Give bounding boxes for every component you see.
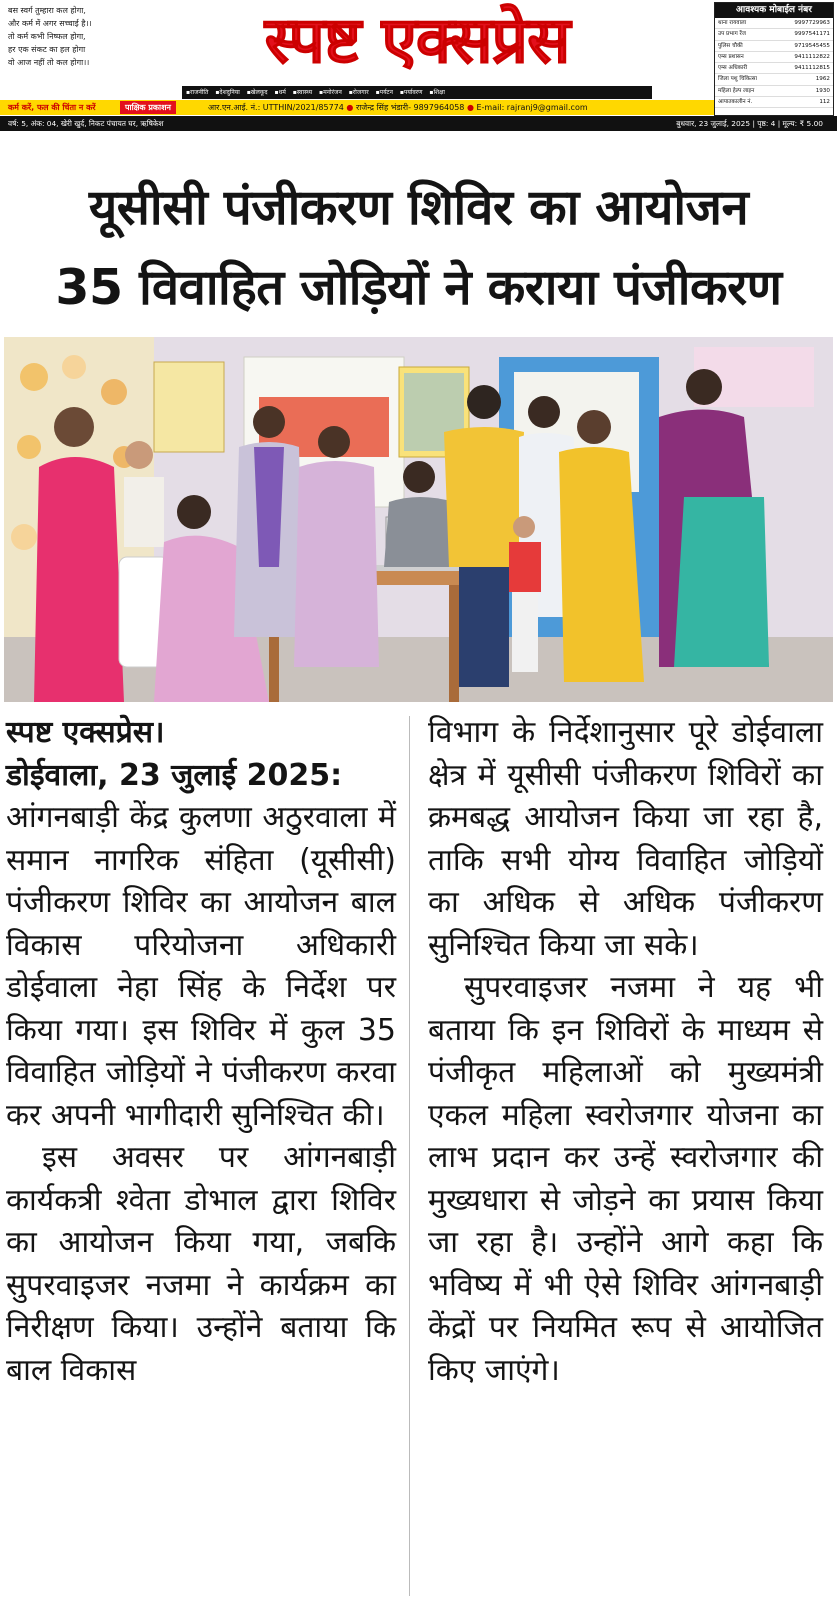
mobile-number: 9719545455 (794, 42, 830, 49)
headline-line-2: 35 विवाहित जोड़ियों ने कराया पंजीकरण (55, 259, 782, 316)
category-item: ▪ पर्यटन (376, 89, 393, 96)
mobile-number: 9997729963 (794, 20, 830, 26)
mobile-label: एम्स प्रशासन (718, 53, 744, 60)
registration-number: आर.एन.आई. नं.: UTTHIN/2021/85774 (208, 103, 344, 112)
article-paragraph-1: आंगनबाड़ी केंद्र कुलणा अठुरवाला में समान नागरिक संहिता (यूसीसी) पंजीकरण शिविर का आयोजन बाल विकास परियोजना अधिकारी डोईवाला नेहा सिंह के निर्देश पर किया गया। इस शिविर में कुल 35 विवाहित जोड़ियों ने पंजीकरण करवा कर अपनी भागीदारी सुनिश्चित की। (6, 800, 396, 1133)
masthead-quote (8, 4, 176, 100)
event-photo-illustration (4, 337, 833, 702)
mobile-number: 1930 (815, 87, 830, 94)
mobile-row (715, 18, 833, 29)
mobile-label: उप प्रभाग रेंज (718, 31, 746, 38)
headline (0, 168, 837, 328)
mobile-label: थाना रायवाला (718, 20, 747, 26)
mobile-label: महिला हेल्प लाइन (718, 87, 755, 94)
mobile-row (715, 63, 833, 74)
address-line: वर्ष: 5, अंक: 04, खेरी खुर्द, निकट पंचायत घर, ऋषिकेश (8, 119, 164, 128)
category-item: ▪ खेलकूद (247, 89, 268, 96)
column-divider (409, 716, 410, 1596)
category-item: ▪ शिक्षा (429, 89, 445, 96)
category-item: ▪ पर्यावरण (400, 89, 423, 96)
category-item: ▪ राजनीति (186, 89, 208, 96)
mobile-label: जिला पशु चिकित्सा (718, 76, 757, 83)
newspaper-logo: स्पष्ट एक्सप्रेस (264, 4, 570, 78)
masthead (0, 0, 837, 133)
mobile-number: 9411112815 (794, 65, 830, 72)
mobile-label: आपातकालीन नं. (718, 99, 753, 106)
mobile-number: 1962 (815, 76, 830, 83)
quote-line: तो कर्म कभी निष्फल होगा, (8, 32, 86, 41)
category-item: ▪ स्वास्थ्य (293, 89, 312, 96)
article-paragraph-3: विभाग के निर्देशानुसार पूरे डोईवाला क्षेत्र में यूसीसी पंजीकरण शिविरों का क्रमबद्ध आयोजन किया जा रहा है, ताकि सभी योग्य विवाहित जोड़ियों का अधिक से अधिक पंजीकरण सुनिश्चित किया जा सके। (428, 715, 823, 963)
article-paragraph-2: इस अवसर पर आंगनबाड़ी कार्यकत्री श्वेता डोभाल द्वारा शिविर का आयोजन किया गया, जबकि सुपरवाइजर नजमा ने कार्यक्रम का निरीक्षण किया। उन्होंने बताया कि बाल विकास (6, 1140, 396, 1388)
issue-band (0, 116, 837, 131)
headline-line-1: यूसीसी पंजीकरण शिविर का आयोजन (88, 179, 749, 236)
quote-line: वो आज नहीं तो कल होगा।। (8, 58, 90, 67)
category-item: ▪ रोजगार (349, 89, 369, 96)
article-byline: स्पष्ट एक्सप्रेस। (6, 715, 165, 750)
quote-line: बस स्वर्ग तुम्हारा कल होगा, (8, 6, 86, 15)
category-strip (182, 86, 652, 99)
mobile-number: 112 (819, 99, 830, 106)
article-column-left (6, 712, 396, 1392)
quote-line: और कर्म में अगर सच्चाई है।। (8, 19, 92, 28)
mobile-row (715, 74, 833, 85)
mobile-row (715, 86, 833, 97)
editor-contact: राजेन्द्र सिंह भंडारी- 9897964058 (355, 103, 465, 112)
mobile-row (715, 41, 833, 52)
category-item: ▪ धर्म (274, 89, 285, 96)
category-item: ▪ मनोरंजन (319, 89, 342, 96)
article-column-right (428, 712, 823, 1392)
registration-info: आर.एन.आई. नं.: UTTHIN/2021/85774 ● राजेन्द्र सिंह भंडारी- 9897964058 ● E-mail: rajranj9@gmail.com (208, 103, 588, 112)
article-dateline: डोईवाला, 23 जुलाई 2025: (6, 757, 343, 793)
mobile-number: 9411112822 (794, 53, 830, 60)
mobile-label: पुलिस चौकी (718, 42, 743, 49)
category-item: ▪ देशदुनिया (215, 89, 239, 96)
mobile-number: 9997541171 (794, 31, 830, 38)
mobile-numbers-title: आवश्यक मोबाईल नंबर (715, 3, 833, 18)
mobile-row (715, 29, 833, 40)
info-band (0, 100, 714, 115)
article-paragraph-4: सुपरवाइजर नजमा ने यह भी बताया कि इन शिविरों के माध्यम से पंजीकृत महिलाओं को मुख्यमंत्री एकल महिला स्वरोजगार योजना का लाभ प्रदान कर उन्हें स्वरोजगार की मुख्यधारा से जोड़ने का प्रयास किया जा रहा है। उन्होंने आगे कहा कि भविष्य में भी ऐसे शिविर आंगनबाड़ी केंद्रों पर नियमित रूप से आयोजित किए जाएंगे। (428, 970, 823, 1388)
mobile-label: एम्स अधिकारी (718, 65, 748, 72)
email-contact: E-mail: rajranj9@gmail.com (476, 103, 588, 112)
mobile-numbers-box (714, 2, 834, 116)
issue-line: बुधवार, 23 जुलाई, 2025 | पृष्ठ: 4 | मूल्य: ₹ 5.00 (676, 119, 823, 128)
event-photo (4, 337, 833, 702)
quote-line: हर एक संकट का हल होगा (8, 45, 86, 54)
mobile-row (715, 97, 833, 108)
fortnightly-badge: पाक्षिक प्रकाशन (120, 101, 176, 114)
mobile-row (715, 52, 833, 63)
slogan: कर्म करें, फल की चिंता न करें (8, 103, 96, 112)
